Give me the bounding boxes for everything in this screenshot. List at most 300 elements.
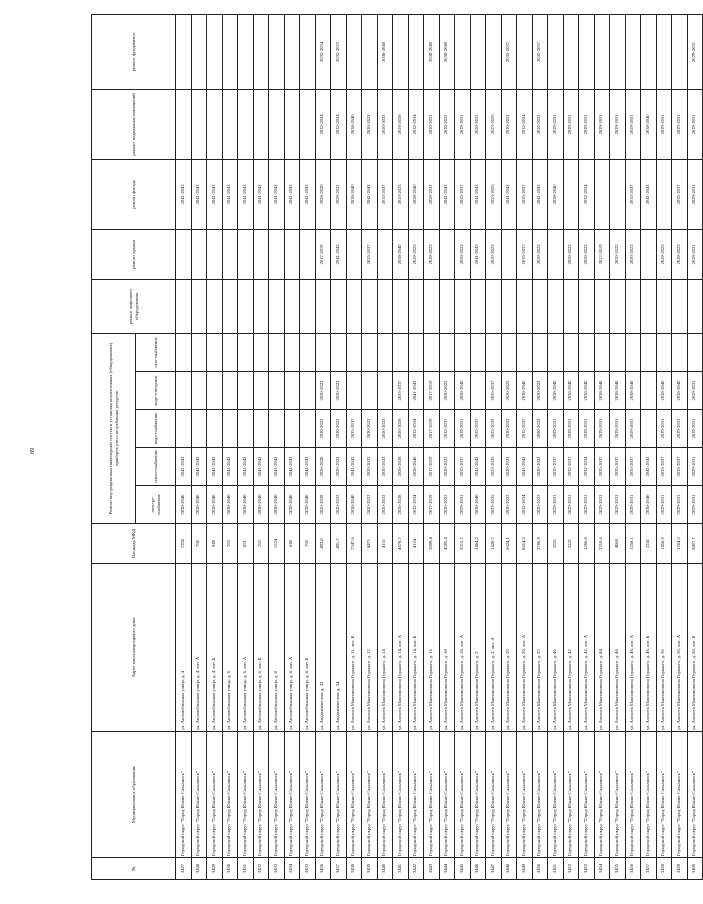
foundation-cell (672, 14, 688, 89)
facade-cell: 2035-2037 (517, 159, 533, 229)
foundation-cell (563, 14, 579, 89)
drain-cell: 2038-2040 (625, 372, 641, 410)
drain-cell (377, 372, 393, 410)
heat-cell: 2020-2022 (362, 448, 378, 486)
foundation-cell (408, 14, 424, 89)
address-cell: ул. Алексея Максимовича Горького, д. 22 (532, 564, 548, 732)
gas-cell (594, 333, 610, 371)
drain-cell: 2020-2022 (315, 372, 331, 410)
electric-cell: 2029-2031 (672, 486, 688, 524)
gas-cell (563, 333, 579, 371)
drain-cell: 2035-2037 (393, 372, 409, 410)
basement-cell: 2020-2022 (362, 89, 378, 159)
area-cell: 1264,2 (672, 524, 688, 564)
row-number: 3444 (439, 858, 455, 880)
basement-cell: 2020-2022 (424, 89, 440, 159)
table-row (548, 14, 564, 879)
lift-cell (687, 279, 703, 333)
municipality-cell: Городской округ "Город Южно-Сахалинск" (548, 732, 564, 858)
roof-cell: 2020-2022 (625, 229, 641, 279)
area-cell: 651 (238, 524, 254, 564)
facade-cell: 2041-2043 (439, 159, 455, 229)
address-cell: ул. Алексея Максимовича Горького, д. 18 (439, 564, 455, 732)
municipality-cell: Городской округ "Город Южно-Сахалинск" (656, 732, 672, 858)
gas-cell (439, 333, 455, 371)
electric-cell: 2038-2040 (207, 486, 223, 524)
table-row (486, 14, 502, 879)
lift-cell (579, 279, 595, 333)
address-cell: ул. Академическая, д. 34 (331, 564, 347, 732)
table-row (470, 14, 486, 879)
area-cell: 2241 (641, 524, 657, 564)
area-cell: 4124 (408, 524, 424, 564)
municipality-cell: Городской округ "Город Южно-Сахалинск" (284, 732, 300, 858)
drain-cell: 2029-2031 (687, 372, 703, 410)
basement-cell (284, 89, 300, 159)
lift-cell (424, 279, 440, 333)
heat-cell: 2041-2043 (238, 448, 254, 486)
facade-cell: 2041-2043 (269, 159, 285, 229)
electric-cell: 2038-2040 (284, 486, 300, 524)
municipality-cell: Городской округ "Город Южно-Сахалинск" (408, 732, 424, 858)
table-row (579, 14, 595, 879)
water-cell (300, 410, 316, 448)
address-cell: ул. Алексея Максимовича Горького, д. 20, лит. А (517, 564, 533, 732)
area-cell: 1266,6 (579, 524, 595, 564)
foundation-cell (238, 14, 254, 89)
municipality-cell: Городской округ "Город Южно-Сахалинск" (439, 732, 455, 858)
heat-cell: 2038-2040 (408, 448, 424, 486)
table-row (687, 14, 703, 879)
heat-cell: 2041-2043 (470, 448, 486, 486)
municipality-cell: Городской округ "Город Южно-Сахалинск" (424, 732, 440, 858)
row-number: 3460 (687, 858, 703, 880)
table-row (656, 14, 672, 879)
facade-cell: 2041-2043 (238, 159, 254, 229)
address-cell: ул. Автомобильная улица, д. 8, лит. А (284, 564, 300, 732)
heat-cell: 2035-2037 (455, 448, 471, 486)
foundation-cell (656, 14, 672, 89)
roof-cell: 2020-2022 (424, 229, 440, 279)
lift-cell (284, 279, 300, 333)
basement-cell: 2020-2022 (501, 89, 517, 159)
basement-cell: 2032-2034 (331, 89, 347, 159)
roof-cell: 2041-2043 (470, 229, 486, 279)
table-body (176, 14, 703, 879)
water-cell: 2029-2031 (610, 410, 626, 448)
foundation-cell (207, 14, 223, 89)
facade-cell (563, 159, 579, 229)
row-number: 3433 (269, 858, 285, 880)
row-number: 3435 (300, 858, 316, 880)
table-row (501, 14, 517, 879)
gas-cell (253, 333, 269, 371)
row-number: 3428 (191, 858, 207, 880)
gas-cell (269, 333, 285, 371)
drain-cell: 2020-2022 (439, 372, 455, 410)
foundation-cell (191, 14, 207, 89)
area-cell: 2221 (563, 524, 579, 564)
water-cell: 2029-2031 (594, 410, 610, 448)
heat-cell: 2020-2022 (501, 448, 517, 486)
header-municipality: Муниципальное образование (92, 732, 176, 858)
header-area: Площадь МКД (92, 524, 176, 564)
table-row (191, 14, 207, 879)
area-cell: 760 (191, 524, 207, 564)
heat-cell: 2041-2043 (269, 448, 285, 486)
basement-cell (300, 89, 316, 159)
facade-cell: 2038-2040 (346, 159, 362, 229)
gas-cell (501, 333, 517, 371)
roof-cell (548, 229, 564, 279)
roof-cell (300, 229, 316, 279)
foundation-cell (517, 14, 533, 89)
gas-cell (207, 333, 223, 371)
roof-cell (439, 229, 455, 279)
water-cell: 2023-2025 (486, 410, 502, 448)
area-cell: 4471 (362, 524, 378, 564)
address-cell: ул. Алексея Максимовича Горького, д. 16 (424, 564, 440, 732)
foundation-cell (641, 14, 657, 89)
basement-cell: 2032-2034 (408, 89, 424, 159)
municipality-cell: Городской округ "Город Южно-Сахалинск" (253, 732, 269, 858)
water-cell (641, 410, 657, 448)
facade-cell: 2041-2043 (300, 159, 316, 229)
facade-cell: 2023-2025 (486, 159, 502, 229)
facade-cell: 2035-2037 (672, 159, 688, 229)
drain-cell: 2038-2040 (610, 372, 626, 410)
lift-cell (253, 279, 269, 333)
heat-cell: 2035-2037 (548, 448, 564, 486)
row-number: 3458 (656, 858, 672, 880)
heat-cell: 2020-2022 (331, 448, 347, 486)
address-cell: ул. Алексея Максимовича Горького, д. 14 (377, 564, 393, 732)
heat-cell: 2017-2019 (424, 448, 440, 486)
area-cell: 493,8 (315, 524, 331, 564)
drain-cell: 2038-2040 (548, 372, 564, 410)
electric-cell: 2026-2028 (393, 486, 409, 524)
basement-cell (222, 89, 238, 159)
page-number: 89 (30, 448, 36, 454)
water-cell: 2029-2031 (656, 410, 672, 448)
heat-cell: 2035-2037 (672, 448, 688, 486)
heat-cell: 2041-2043 (517, 448, 533, 486)
facade-cell: 2020-2022 (331, 159, 347, 229)
municipality-cell: Городской округ "Город Южно-Сахалинск" (346, 732, 362, 858)
water-cell: 2020-2022 (532, 410, 548, 448)
lift-cell (238, 279, 254, 333)
basement-cell (238, 89, 254, 159)
gas-cell (284, 333, 300, 371)
facade-cell: 2041-2043 (176, 159, 192, 229)
foundation-cell (486, 14, 502, 89)
drain-cell (176, 372, 192, 410)
gas-cell (222, 333, 238, 371)
header-water: водо-снабжение (136, 410, 176, 448)
facade-cell: 2041-2043 (470, 159, 486, 229)
basement-cell (253, 89, 269, 159)
lift-cell (563, 279, 579, 333)
facade-cell: 2041-2043 (532, 159, 548, 229)
address-cell: ул. Автомобильная улица, д. 6, лит. А (238, 564, 254, 732)
basement-cell: 2029-2031 (455, 89, 471, 159)
drain-cell (207, 372, 223, 410)
basement-cell: 2029-2031 (672, 89, 688, 159)
municipality-cell: Городской округ "Город Южно-Сахалинск" (207, 732, 223, 858)
water-cell: 2035-2037 (439, 410, 455, 448)
gas-cell (548, 333, 564, 371)
area-cell: 2699,4 (424, 524, 440, 564)
drain-cell: 2038-2040 (656, 372, 672, 410)
water-cell: 2020-2022 (501, 410, 517, 448)
area-cell: 1258,1 (625, 524, 641, 564)
area-cell: 7347,6 (346, 524, 362, 564)
roof-cell: 2020-2022 (656, 229, 672, 279)
drain-cell (269, 372, 285, 410)
gas-cell (331, 333, 347, 371)
row-number: 3459 (672, 858, 688, 880)
roof-cell (501, 229, 517, 279)
electric-cell: 2029-2031 (687, 486, 703, 524)
row-number: 3456 (625, 858, 641, 880)
area-cell: 3551 (548, 524, 564, 564)
heat-cell: 2041-2043 (176, 448, 192, 486)
gas-cell (455, 333, 471, 371)
basement-cell (269, 89, 285, 159)
area-cell: 6624,1 (501, 524, 517, 564)
gas-cell (393, 333, 409, 371)
area-cell: 1456,9 (656, 524, 672, 564)
gas-cell (315, 333, 331, 371)
electric-cell: 2038-2040 (470, 486, 486, 524)
header-address: Адрес многоквартирного дома (92, 564, 176, 732)
address-cell: ул. Алексея Максимовича Горького, д. 2 (470, 564, 486, 732)
municipality-cell: Городской округ "Город Южно-Сахалинск" (625, 732, 641, 858)
drain-cell: 2038-2040 (455, 372, 471, 410)
table-row (222, 14, 238, 879)
gas-cell (238, 333, 254, 371)
lift-cell (300, 279, 316, 333)
row-number: 3440 (377, 858, 393, 880)
electric-cell: 2020-2022 (501, 486, 517, 524)
foundation-cell: 2035-2037 (331, 14, 347, 89)
municipality-cell: Городской округ "Город Южно-Сахалинск" (269, 732, 285, 858)
facade-cell: 2038-2040 (548, 159, 564, 229)
drain-cell: 2038-2040 (672, 372, 688, 410)
row-number: 3436 (315, 858, 331, 880)
table-row (439, 14, 455, 879)
row-number: 3431 (238, 858, 254, 880)
heat-cell: 2041-2043 (284, 448, 300, 486)
facade-cell: 2041-2043 (641, 159, 657, 229)
table-row (176, 14, 192, 879)
roof-cell: 2029-2031 (687, 229, 703, 279)
drain-cell: 2017-2019 (424, 372, 440, 410)
gas-cell (300, 333, 316, 371)
foundation-cell (579, 14, 595, 89)
electric-cell: 2029-2031 (625, 486, 641, 524)
roof-cell: 2035-2037 (517, 229, 533, 279)
electric-cell: 2038-2040 (641, 486, 657, 524)
municipality-cell: Городской округ "Город Южно-Сахалинск" (191, 732, 207, 858)
heat-cell: 2041-2043 (346, 448, 362, 486)
basement-cell: 2023-2025 (486, 89, 502, 159)
row-number: 3445 (455, 858, 471, 880)
water-cell (253, 410, 269, 448)
roof-cell: 2020-2022 (532, 229, 548, 279)
electric-cell: 2023-2025 (486, 486, 502, 524)
facade-cell: 2041-2043 (253, 159, 269, 229)
row-number: 3438 (346, 858, 362, 880)
gas-cell (579, 333, 595, 371)
facade-cell: 2041-2043 (207, 159, 223, 229)
roof-cell: 2020-2022 (579, 229, 595, 279)
lift-cell (191, 279, 207, 333)
basement-cell: 2029-2031 (548, 89, 564, 159)
table-row (346, 14, 362, 879)
electric-cell: 2020-2022 (377, 486, 393, 524)
drain-cell (238, 372, 254, 410)
gas-cell (532, 333, 548, 371)
lift-cell (594, 279, 610, 333)
drain-cell: 2041-2043 (408, 372, 424, 410)
water-cell: 2029-2031 (548, 410, 564, 448)
address-cell: ул. Алексея Максимовича Горького, д. 46 (610, 564, 626, 732)
address-cell: ул. Алексея Максимовича Горького, д. 50, лит. Б (687, 564, 703, 732)
roof-cell (269, 229, 285, 279)
facade-cell: 2038-2040 (408, 159, 424, 229)
municipality-cell: Городской округ "Город Южно-Сахалинск" (486, 732, 502, 858)
electric-cell: 2038-2040 (300, 486, 316, 524)
water-cell: 2017-2019 (424, 410, 440, 448)
roof-cell (284, 229, 300, 279)
basement-cell: 2038-2040 (346, 89, 362, 159)
repair-schedule-table (91, 14, 703, 880)
facade-cell: 2023-2025 (393, 159, 409, 229)
lift-cell (408, 279, 424, 333)
basement-cell: 2029-2031 (563, 89, 579, 159)
roof-cell (377, 229, 393, 279)
heat-cell: 2041-2043 (300, 448, 316, 486)
lift-cell (470, 279, 486, 333)
address-cell: ул. Алексея Максимовича Горького, д. 42, лит. А (579, 564, 595, 732)
address-cell: ул. Автомобильная улица, д. 4 (176, 564, 192, 732)
header-foundation: ремонт фундамента (92, 14, 176, 89)
row-number: 3449 (517, 858, 533, 880)
water-cell (269, 410, 285, 448)
drain-cell (641, 372, 657, 410)
water-cell: 2029-2031 (579, 410, 595, 448)
heat-cell: 2026-2028 (393, 448, 409, 486)
basement-cell: 2029-2031 (687, 89, 703, 159)
municipality-cell: Городской округ "Город Южно-Сахалинск" (300, 732, 316, 858)
table-row (253, 14, 269, 879)
electric-cell: 2020-2022 (362, 486, 378, 524)
lift-cell (625, 279, 641, 333)
area-cell: 4860 (610, 524, 626, 564)
heat-cell: 2023-2025 (486, 448, 502, 486)
address-cell: ул. Автомобильная улица, д. 6, лит. Б (253, 564, 269, 732)
roof-cell: 2020-2022 (408, 229, 424, 279)
drain-cell: 2038-2040 (579, 372, 595, 410)
electric-cell: 2038-2040 (346, 486, 362, 524)
facade-cell: 2041-2043 (222, 159, 238, 229)
area-cell: 849 (207, 524, 223, 564)
basement-cell: 2029-2031 (579, 89, 595, 159)
table-row (269, 14, 285, 879)
lift-cell (222, 279, 238, 333)
basement-cell: 2020-2022 (439, 89, 455, 159)
row-number: 3447 (486, 858, 502, 880)
roof-cell: 2020-2022 (563, 229, 579, 279)
basement-cell (207, 89, 223, 159)
water-cell: 2020-2022 (331, 410, 347, 448)
roof-cell (176, 229, 192, 279)
drain-cell: 2020-2022 (331, 372, 347, 410)
drain-cell (470, 372, 486, 410)
address-cell: ул. Автомобильная улица, д. 4, лит. Б (207, 564, 223, 732)
gas-cell (687, 333, 703, 371)
foundation-cell (346, 14, 362, 89)
header-gas: газо-снабжение (136, 333, 176, 371)
electric-cell: 2038-2040 (238, 486, 254, 524)
roof-cell: 2020-2022 (455, 229, 471, 279)
gas-cell (191, 333, 207, 371)
table-row (238, 14, 254, 879)
water-cell (284, 410, 300, 448)
municipality-cell: Городской округ "Город Южно-Сахалинск" (579, 732, 595, 858)
water-cell (238, 410, 254, 448)
heat-cell: 2020-2022 (439, 448, 455, 486)
basement-cell: 2029-2031 (610, 89, 626, 159)
drain-cell: 2020-2022 (532, 372, 548, 410)
gas-cell (377, 333, 393, 371)
table-row (532, 14, 548, 879)
table-row (207, 14, 223, 879)
row-number: 3432 (253, 858, 269, 880)
drain-cell (300, 372, 316, 410)
foundation-cell: 2035-2034 (315, 14, 331, 89)
row-number: 3451 (548, 858, 564, 880)
gas-cell (641, 333, 657, 371)
table-row (424, 14, 440, 879)
roof-cell: 2020-2022 (610, 229, 626, 279)
basement-cell: 2029-2031 (625, 89, 641, 159)
facade-cell (610, 159, 626, 229)
lift-cell (517, 279, 533, 333)
area-cell: 1428,7 (486, 524, 502, 564)
table-row (455, 14, 471, 879)
electric-cell: 2020-2022 (331, 486, 347, 524)
row-number: 3450 (532, 858, 548, 880)
table-row (377, 14, 393, 879)
water-cell: 2029-2031 (687, 410, 703, 448)
municipality-cell: Городской округ "Город Южно-Сахалинск" (470, 732, 486, 858)
electric-cell: 2029-2031 (548, 486, 564, 524)
basement-cell: 2029-2031 (656, 89, 672, 159)
foundation-cell (176, 14, 192, 89)
area-cell: 4395,4 (439, 524, 455, 564)
row-number: 3453 (579, 858, 595, 880)
municipality-cell: Городской округ "Город Южно-Сахалинск" (610, 732, 626, 858)
water-cell: 2020-2022 (377, 410, 393, 448)
heat-cell: 2026-2028 (315, 448, 331, 486)
area-cell: 4151 (377, 524, 393, 564)
table-row (672, 14, 688, 879)
lift-cell (610, 279, 626, 333)
electric-cell: 2032-2034 (408, 486, 424, 524)
municipality-cell: Городской округ "Город Южно-Сахалинск" (594, 732, 610, 858)
